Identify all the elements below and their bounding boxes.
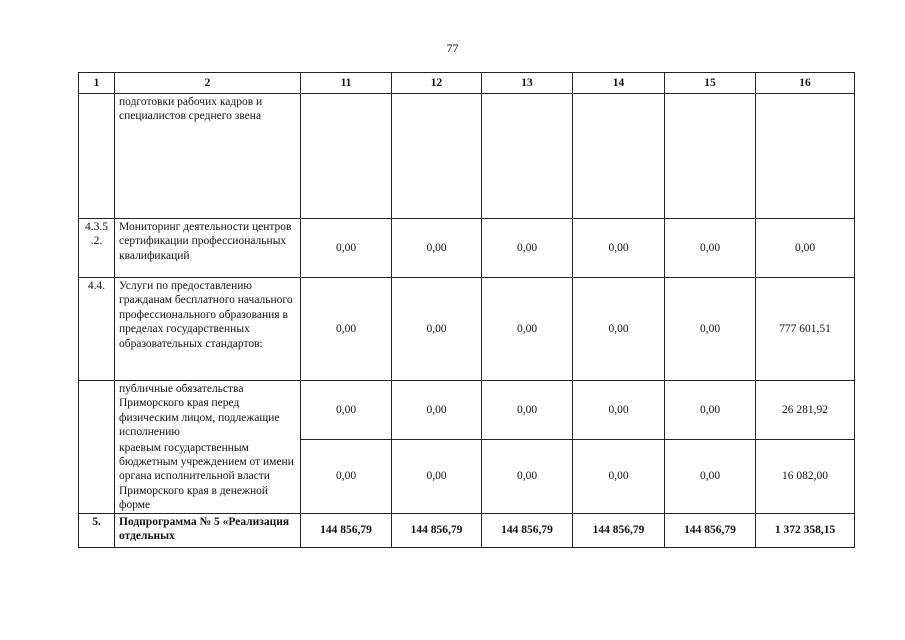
value-cell: 0,00	[665, 278, 756, 381]
value-cell: 0,00	[392, 219, 482, 278]
row-description: подготовки рабочих кадров и специалистов среднего звена	[115, 94, 301, 219]
value-cell: 144 856,79	[573, 513, 665, 547]
value-cell: 0,00	[573, 381, 665, 440]
row-description: Мониторинг деятельности центров сертификации профессиональных квалификаций	[115, 219, 301, 278]
value-cell: 0,00	[482, 440, 573, 514]
row-number	[79, 381, 115, 440]
table-row	[79, 440, 855, 514]
value-cell: 0,00	[573, 219, 665, 278]
value-cell	[573, 94, 665, 219]
value-cell: 0,00	[482, 278, 573, 381]
header-col-13: 13	[482, 73, 573, 94]
value-cell: 0,00	[665, 219, 756, 278]
header-col-15: 15	[665, 73, 756, 94]
page-number: 77	[446, 41, 459, 55]
table-row	[79, 513, 855, 547]
row-description: краевым государственным бюджетным учреждением от имени органа исполнительной власти Приморского края в денежной форме	[115, 440, 301, 514]
row-description: публичные обязательства Приморского края перед физическим лицом, подлежащие исполнению	[115, 381, 301, 440]
table-row	[79, 219, 855, 278]
value-cell: 0,00	[301, 381, 392, 440]
value-cell: 0,00	[573, 278, 665, 381]
value-cell: 144 856,79	[301, 513, 392, 547]
value-cell: 0,00	[301, 440, 392, 514]
table-row	[79, 381, 855, 440]
value-cell: 0,00	[482, 219, 573, 278]
table-row	[79, 94, 855, 219]
table-row	[79, 278, 855, 381]
header-col-16: 16	[756, 73, 855, 94]
header-col-2: 2	[115, 73, 301, 94]
value-cell: 0,00	[392, 440, 482, 514]
value-cell: 26 281,92	[756, 381, 855, 440]
value-cell: 0,00	[301, 278, 392, 381]
value-cell: 777 601,51	[756, 278, 855, 381]
row-number: 5.	[79, 513, 115, 547]
value-cell: 16 082,00	[756, 440, 855, 514]
value-cell: 1 372 358,15	[756, 513, 855, 547]
value-cell: 0,00	[482, 381, 573, 440]
header-col-12: 12	[392, 73, 482, 94]
value-cell: 0,00	[573, 440, 665, 514]
value-cell	[756, 94, 855, 219]
header-row	[79, 73, 855, 94]
value-cell: 0,00	[665, 440, 756, 514]
value-cell: 0,00	[665, 381, 756, 440]
value-cell: 0,00	[392, 381, 482, 440]
budget-table	[78, 72, 855, 548]
value-cell	[482, 94, 573, 219]
value-cell	[301, 94, 392, 219]
header-col-14: 14	[573, 73, 665, 94]
header-col-1: 1	[79, 73, 115, 94]
row-description: Подпрограмма № 5 «Реализация отдельных	[115, 513, 301, 547]
row-number	[79, 440, 115, 514]
header-col-11: 11	[301, 73, 392, 94]
row-description: Услуги по предоставлению гражданам бесплатного начального профессионального образования в пределах государственных образовательных стандартов:	[115, 278, 301, 381]
value-cell	[392, 94, 482, 219]
row-number: 4.3.5 .2.	[79, 219, 115, 278]
value-cell: 144 856,79	[665, 513, 756, 547]
row-number: 4.4.	[79, 278, 115, 381]
row-number	[79, 94, 115, 219]
value-cell	[665, 94, 756, 219]
value-cell: 0,00	[301, 219, 392, 278]
value-cell: 144 856,79	[392, 513, 482, 547]
value-cell: 0,00	[756, 219, 855, 278]
value-cell: 0,00	[392, 278, 482, 381]
value-cell: 144 856,79	[482, 513, 573, 547]
